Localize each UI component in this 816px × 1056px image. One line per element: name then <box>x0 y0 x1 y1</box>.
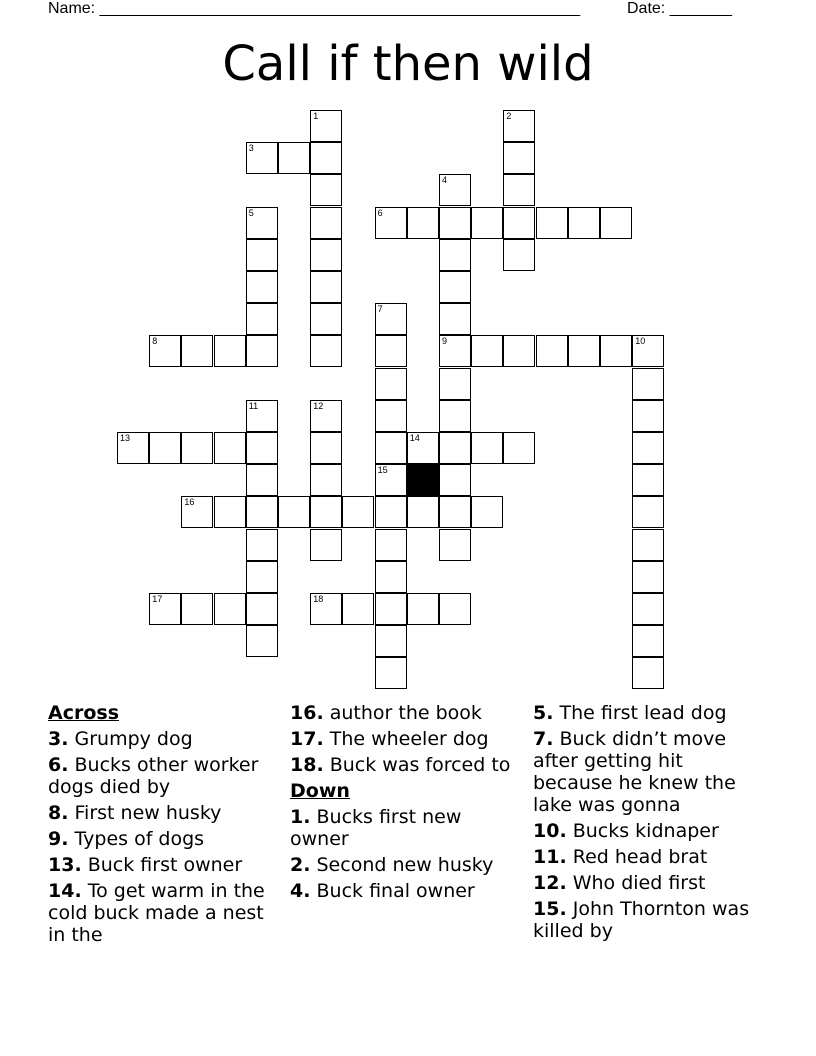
grid-cell[interactable] <box>310 239 342 271</box>
grid-cell[interactable] <box>439 593 471 625</box>
grid-cell[interactable] <box>632 432 664 464</box>
grid-cell[interactable] <box>310 529 342 561</box>
clues-column-2 <box>290 702 522 906</box>
grid-cell[interactable] <box>536 207 568 239</box>
grid-cell[interactable] <box>310 335 342 367</box>
grid-cell[interactable] <box>407 432 439 464</box>
grid-cell[interactable] <box>439 174 471 206</box>
grid-cell[interactable] <box>439 464 471 496</box>
grid-cell[interactable] <box>632 335 664 367</box>
grid-cell[interactable] <box>214 496 246 528</box>
clue-across-6: 6. Bucks other worker dogs died by <box>48 754 259 798</box>
grid-cell[interactable] <box>632 529 664 561</box>
clue-number: 15 <box>377 465 388 476</box>
clue-down-4: 4. Buck final owner <box>290 880 475 902</box>
grid-cell[interactable] <box>439 432 471 464</box>
grid-cell[interactable] <box>439 368 471 400</box>
name-field-label: Name: ______________________________________________________ <box>48 0 581 17</box>
clue-number: 14 <box>409 433 420 443</box>
grid-cell[interactable] <box>310 110 342 142</box>
grid-cell[interactable] <box>246 593 278 625</box>
clue-down-2: 2. Second new husky <box>290 854 494 876</box>
grid-cell[interactable] <box>246 335 278 367</box>
clue-across-9: 9. Types of dogs <box>48 828 205 850</box>
grid-cell[interactable] <box>503 432 535 464</box>
grid-cell[interactable] <box>375 335 407 367</box>
black-square <box>407 464 439 496</box>
grid-cell[interactable] <box>246 400 278 432</box>
clue-number: 2 <box>506 111 512 121</box>
grid-cell[interactable] <box>568 335 600 367</box>
clue-number: 10 <box>635 336 646 347</box>
grid-cell[interactable] <box>471 432 503 464</box>
clue-across-14: 14. To get warm in the cold buck made a nest in the <box>48 880 265 946</box>
grid-cell[interactable] <box>310 142 342 174</box>
grid-cell[interactable] <box>181 432 213 464</box>
grid-cell[interactable] <box>471 207 503 239</box>
grid-cell[interactable] <box>503 142 535 174</box>
grid-cell[interactable] <box>214 593 246 625</box>
grid-cell[interactable] <box>246 529 278 561</box>
clue-number: 6 <box>377 207 383 218</box>
grid-cell[interactable] <box>342 593 374 625</box>
grid-cell[interactable] <box>439 335 471 367</box>
grid-cell[interactable] <box>278 142 310 174</box>
grid-cell[interactable] <box>439 239 471 271</box>
clue-number: 16 <box>184 497 195 508</box>
clue-down-10: 10. Bucks kidnaper <box>533 820 719 842</box>
grid-cell[interactable] <box>568 207 600 239</box>
grid-cell[interactable] <box>214 432 246 464</box>
grid-cell[interactable] <box>117 432 149 464</box>
grid-cell[interactable] <box>503 239 535 271</box>
grid-cell[interactable] <box>471 496 503 528</box>
grid-cell[interactable] <box>375 529 407 561</box>
grid-cell[interactable] <box>310 593 342 625</box>
grid-cell[interactable] <box>439 207 471 239</box>
grid-cell[interactable] <box>246 625 278 657</box>
clue-number: 3 <box>248 143 254 154</box>
grid-cell[interactable] <box>632 593 664 625</box>
clue-number: 9 <box>442 336 448 347</box>
grid-cell[interactable] <box>407 496 439 528</box>
clue-down-5: 5. The first lead dog <box>533 702 727 724</box>
grid-cell[interactable] <box>310 303 342 335</box>
grid-cell[interactable] <box>407 207 439 239</box>
grid-cell[interactable] <box>375 207 407 239</box>
grid-cell[interactable] <box>310 432 342 464</box>
grid-cell[interactable] <box>375 625 407 657</box>
grid-cell[interactable] <box>375 464 407 496</box>
grid-cell[interactable] <box>310 174 342 206</box>
clue-number: 18 <box>313 594 324 604</box>
clue-number: 11 <box>248 400 259 411</box>
clue-number: 1 <box>313 111 319 121</box>
grid-cell[interactable] <box>632 625 664 657</box>
grid-cell[interactable] <box>439 400 471 432</box>
grid-cell[interactable] <box>632 368 664 400</box>
clue-number: 5 <box>248 207 254 218</box>
clues-column-3 <box>533 702 765 946</box>
grid-cell[interactable] <box>632 464 664 496</box>
grid-cell[interactable] <box>310 207 342 239</box>
grid-cell[interactable] <box>375 432 407 464</box>
clue-number: 4 <box>442 175 448 186</box>
grid-cell[interactable] <box>246 271 278 303</box>
grid-cell[interactable] <box>375 303 407 335</box>
grid-cell[interactable] <box>149 432 181 464</box>
grid-cell[interactable] <box>439 271 471 303</box>
grid-cell[interactable] <box>375 593 407 625</box>
grid-cell[interactable] <box>246 303 278 335</box>
grid-cell[interactable] <box>246 207 278 239</box>
grid-cell[interactable] <box>246 561 278 593</box>
grid-cell[interactable] <box>375 561 407 593</box>
clue-down-12: 12. Who died first <box>533 872 706 894</box>
grid-cell[interactable] <box>181 335 213 367</box>
grid-cell[interactable] <box>600 335 632 367</box>
grid-cell[interactable] <box>246 239 278 271</box>
grid-cell[interactable] <box>536 335 568 367</box>
grid-cell[interactable] <box>181 496 213 528</box>
grid-cell[interactable] <box>375 657 407 689</box>
grid-cell[interactable] <box>600 207 632 239</box>
grid-cell[interactable] <box>246 142 278 174</box>
grid-cell[interactable] <box>246 496 278 528</box>
clue-down-15: 15. John Thornton was killed by <box>533 898 750 942</box>
grid-cell[interactable] <box>632 657 664 689</box>
grid-cell[interactable] <box>310 464 342 496</box>
grid-cell[interactable] <box>503 110 535 142</box>
grid-cell[interactable] <box>503 174 535 206</box>
clues-column-1 <box>48 702 280 950</box>
puzzle-title: Call if then wild <box>222 36 594 92</box>
clue-number: 8 <box>152 336 158 347</box>
grid-cell[interactable] <box>149 593 181 625</box>
grid-cell[interactable] <box>632 496 664 528</box>
grid-cell[interactable] <box>342 496 374 528</box>
grid-cell[interactable] <box>503 335 535 367</box>
grid-cell[interactable] <box>407 593 439 625</box>
clue-down-7: 7. Buck didn’t move after getting hit because he knew the lake was gonna <box>533 728 736 816</box>
grid-cell[interactable] <box>375 496 407 528</box>
grid-cell[interactable] <box>375 400 407 432</box>
grid-cell[interactable] <box>439 529 471 561</box>
grid-cell[interactable] <box>439 303 471 335</box>
down-heading: Down <box>290 780 350 802</box>
grid-cell[interactable] <box>181 593 213 625</box>
date-field-label: Date: _______ <box>627 0 732 17</box>
grid-cell[interactable] <box>503 207 535 239</box>
clue-number: 17 <box>152 594 163 604</box>
clue-across-18: 18. Buck was forced to <box>290 754 511 776</box>
clue-down-11: 11. Red head brat <box>533 846 708 868</box>
clue-number: 13 <box>120 433 131 443</box>
clue-across-13: 13. Buck first owner <box>48 854 243 876</box>
grid-cell[interactable] <box>214 335 246 367</box>
grid-cell[interactable] <box>310 271 342 303</box>
across-heading: Across <box>48 702 120 724</box>
grid-cell[interactable] <box>632 400 664 432</box>
clue-across-8: 8. First new husky <box>48 802 222 824</box>
clue-number: 7 <box>377 304 383 315</box>
clue-across-3: 3. Grumpy dog <box>48 728 193 750</box>
grid-cell[interactable] <box>278 496 310 528</box>
grid-cell[interactable] <box>632 561 664 593</box>
grid-cell[interactable] <box>246 464 278 496</box>
clue-across-16: 16. author the book <box>290 702 482 724</box>
grid-cell[interactable] <box>439 496 471 528</box>
grid-cell[interactable] <box>375 368 407 400</box>
grid-cell[interactable] <box>149 335 181 367</box>
grid-cell[interactable] <box>310 400 342 432</box>
clue-number: 12 <box>313 400 324 411</box>
grid-cell[interactable] <box>310 496 342 528</box>
grid-cell[interactable] <box>246 432 278 464</box>
clue-across-17: 17. The wheeler dog <box>290 728 489 750</box>
grid-cell[interactable] <box>471 335 503 367</box>
clue-down-1: 1. Bucks first new owner <box>290 806 462 850</box>
